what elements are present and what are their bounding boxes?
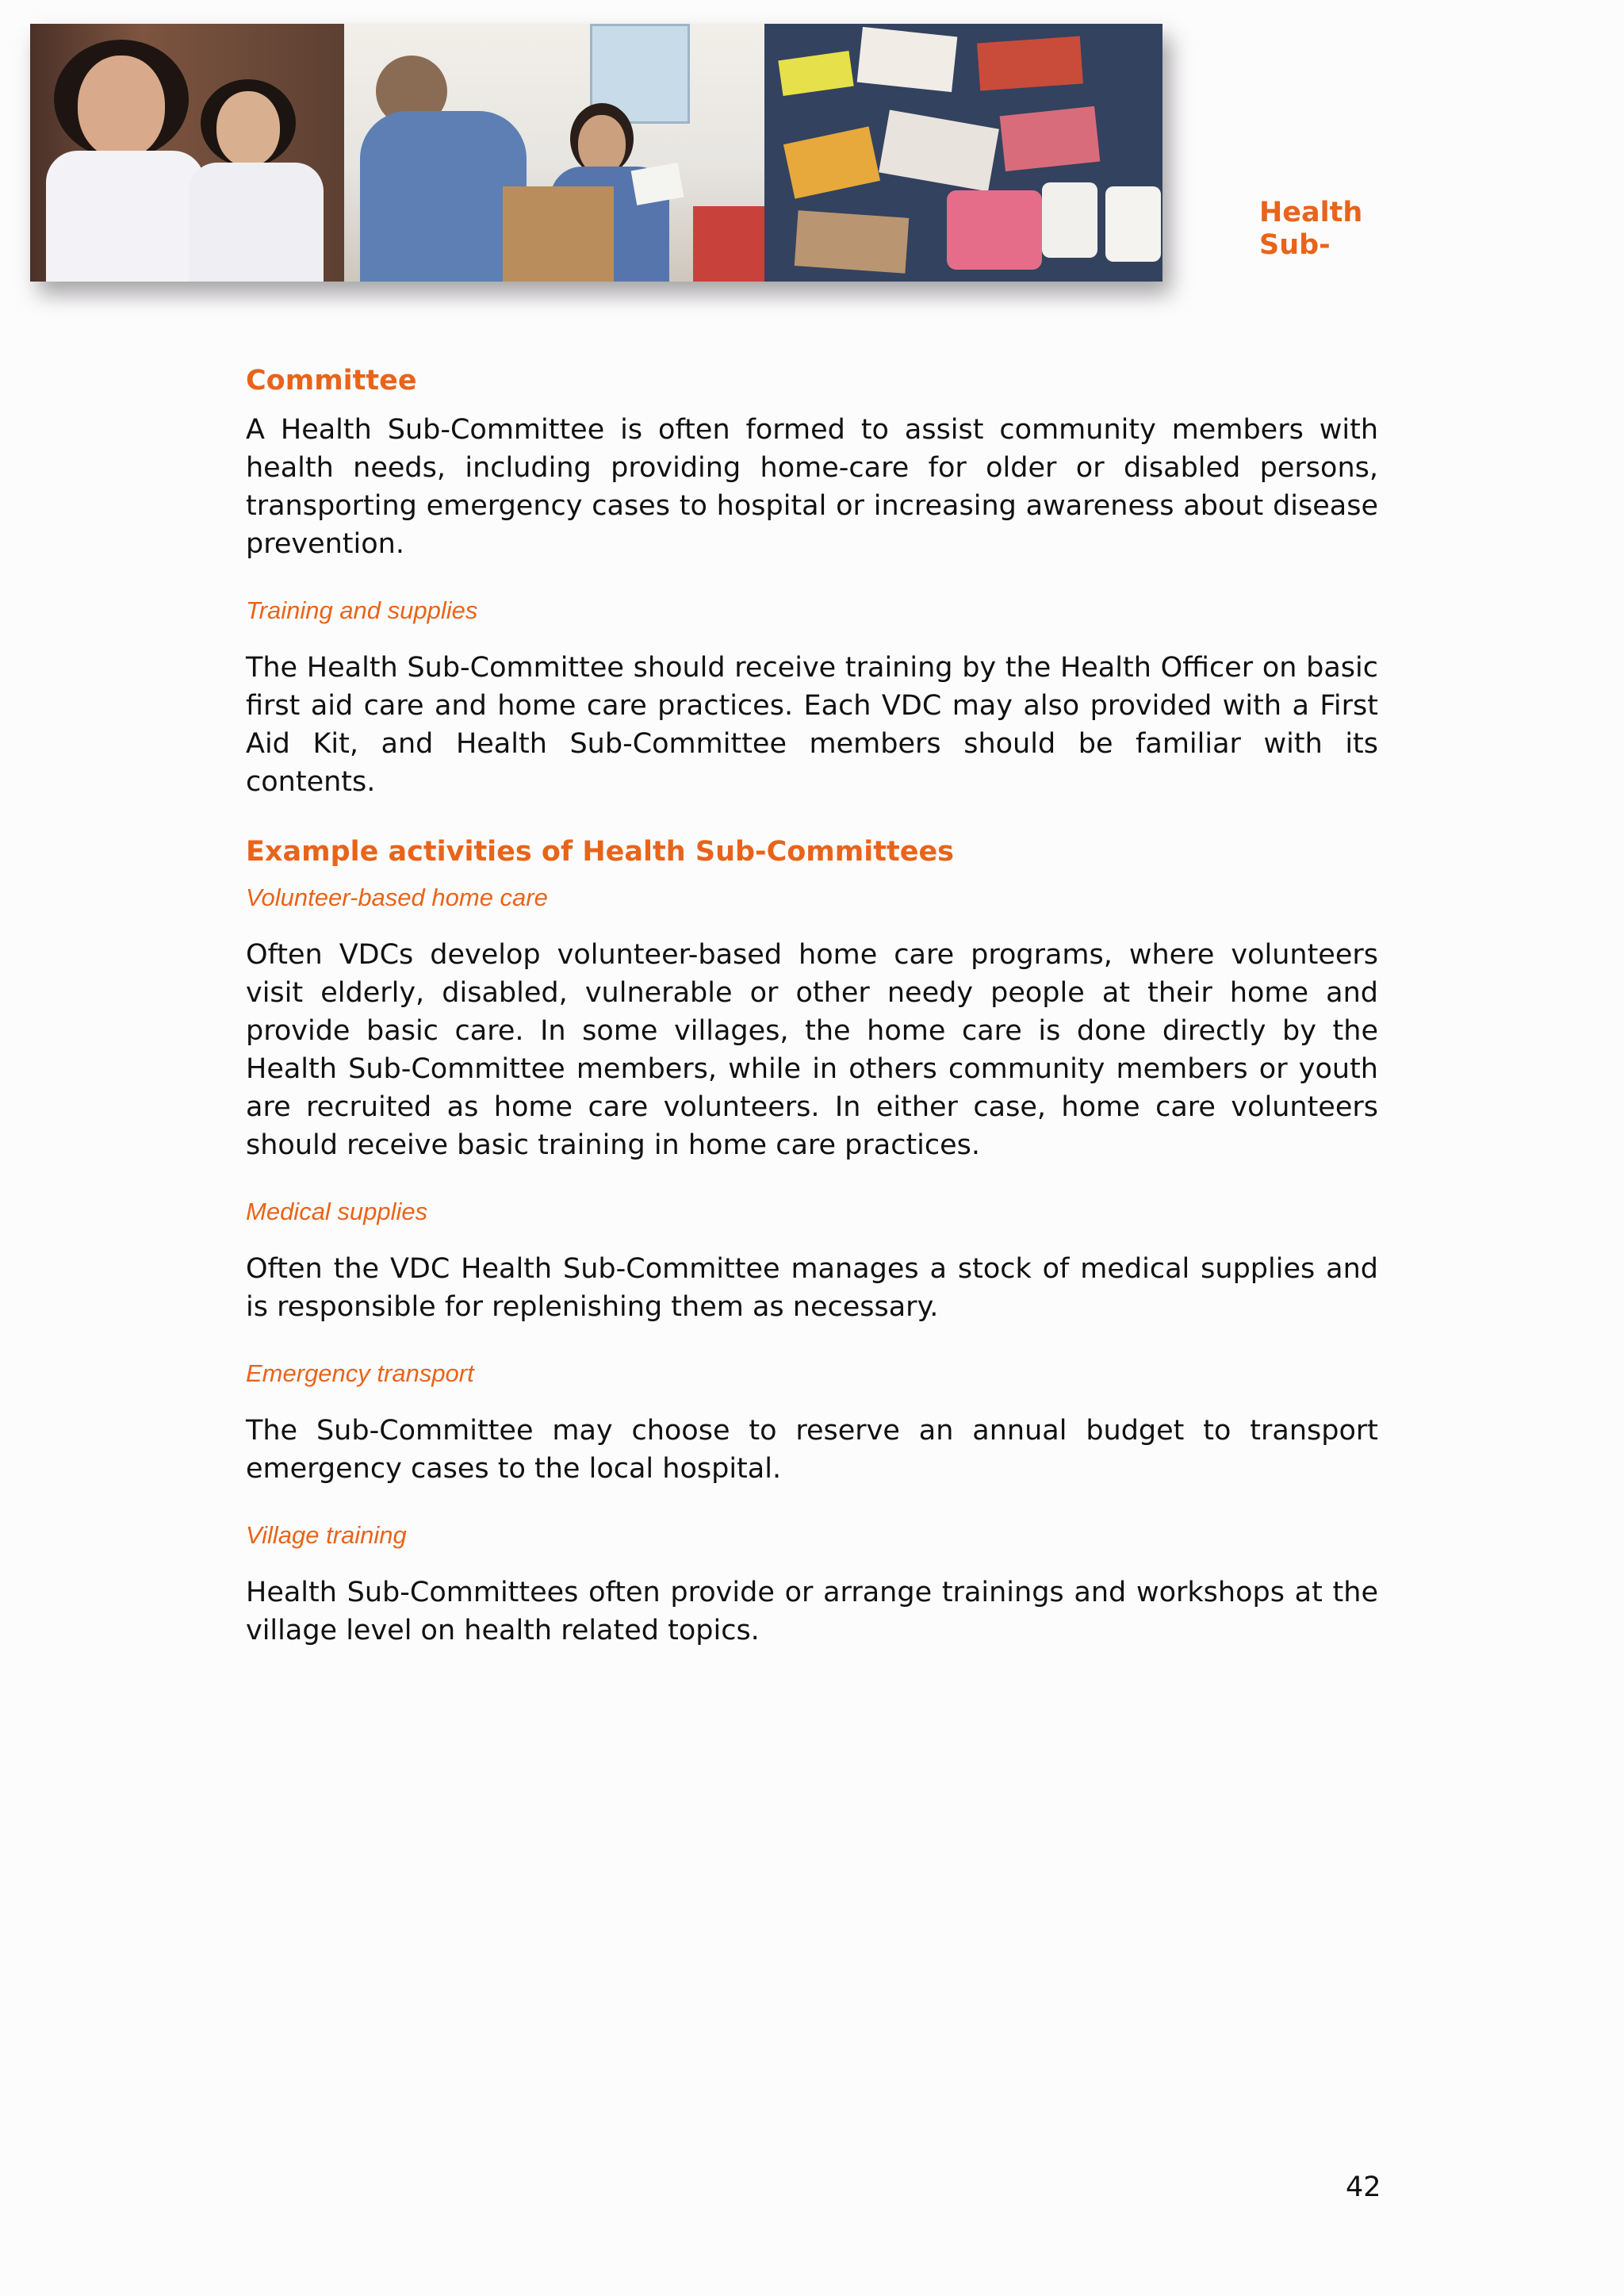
photo-medical-supplies	[764, 24, 1162, 282]
medical-supplies-heading: Medical supplies	[246, 1198, 428, 1225]
committee-heading: Committee	[246, 365, 417, 397]
main-content	[246, 362, 1378, 1650]
page-number: 42	[1346, 2171, 1381, 2203]
medical-supplies-paragraph: Often the VDC Health Sub-Committee manages a stock of medical supplies and is responsible for replenishing them as necessary.	[246, 1253, 1378, 1323]
emergency-transport-paragraph: The Sub-Committee may choose to reserve an annual budget to transport emergency cases to the local hospital.	[246, 1415, 1378, 1485]
header-title: Health Sub-	[1259, 197, 1363, 261]
photo-women-standing	[30, 24, 344, 282]
intro-paragraph: A Health Sub-Committee is often formed to assist community members with health needs, including providing home-care for older or disabled persons, transporting emergency cases to hospital or increasing awareness about disease prevention.	[246, 414, 1378, 560]
activities-heading: Example activities of Health Sub-Committees	[246, 836, 955, 868]
header-photo-banner	[30, 24, 1162, 282]
photo-office-handover	[344, 24, 764, 282]
training-heading: Training and supplies	[246, 596, 478, 624]
training-paragraph: The Health Sub-Committee should receive training by the Health Officer on basic first aid care and home care practices. Each VDC may also provided with a First Aid Kit, and Health Sub-Committee members should be familiar with its contents.	[246, 652, 1378, 798]
village-training-paragraph: Health Sub-Committees often provide or arrange trainings and workshops at the village level on health related topics.	[246, 1577, 1378, 1646]
emergency-transport-heading: Emergency transport	[246, 1359, 474, 1387]
village-training-heading: Village training	[246, 1521, 407, 1549]
home-care-heading: Volunteer-based home care	[246, 884, 548, 911]
home-care-paragraph: Often VDCs develop volunteer-based home care programs, where volunteers visit elderly, disabled, vulnerable or other needy people at their home and provide basic care. In some villages, the home care is done directly by the Health Sub-Committee members, while in others community members or youth are recruited as home care volunteers. In either case, home care volunteers should receive basic training in home care practices.	[246, 939, 1378, 1161]
